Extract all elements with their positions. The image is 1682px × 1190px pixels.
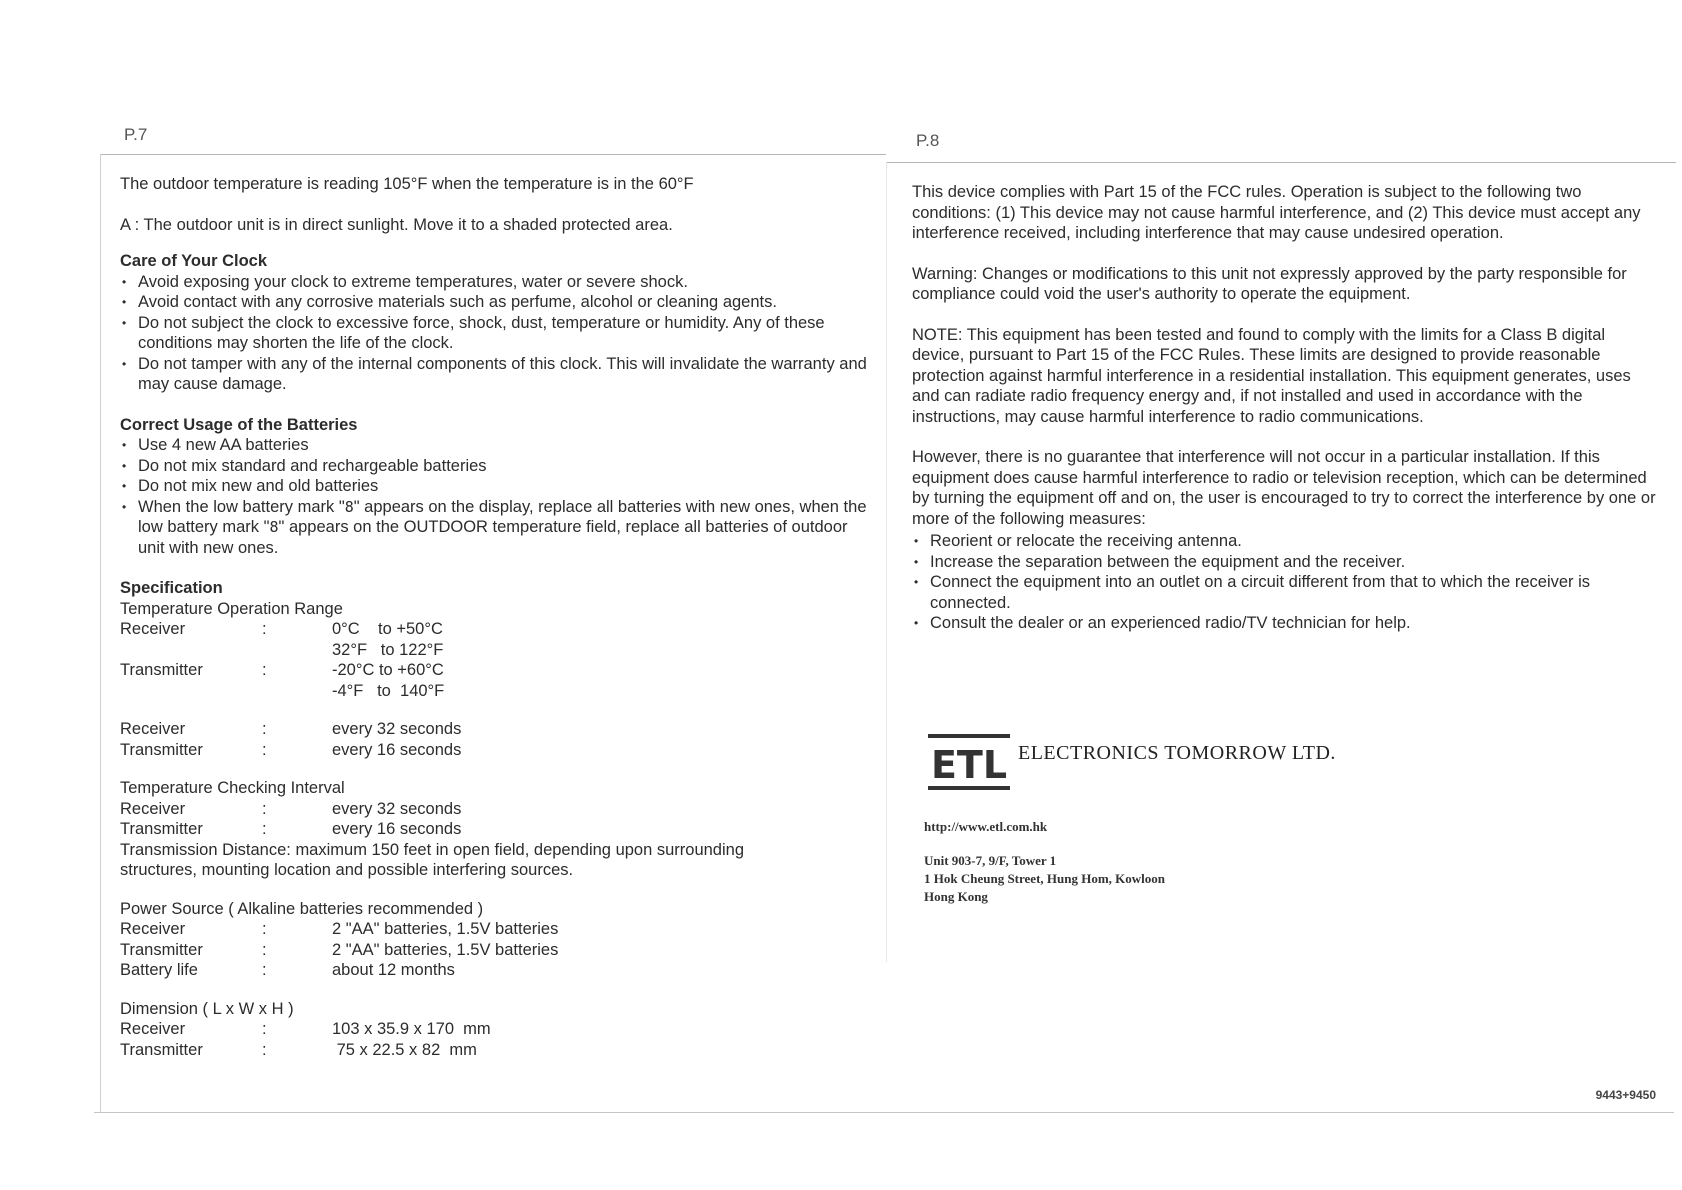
spec-value: 2 "AA" batteries, 1.5V batteries: [332, 940, 559, 959]
spec-key: Battery life: [120, 961, 198, 979]
page-number-left: P.7: [124, 125, 148, 144]
spec-key: Receiver: [120, 799, 186, 818]
care-item: • Do not tamper with any of the internal components of this clock. This will invalidate the warranty and may cause damage.: [120, 354, 872, 395]
care-item: • Do not subject the clock to excessive force, shock, dust, temperature or humidity. Any of these conditions may shorten the life of the clock.: [120, 313, 872, 354]
low-battery-icon: 8: [344, 497, 354, 516]
spec-value: every 16 seconds: [332, 740, 462, 759]
dimension-table: [120, 1019, 491, 1060]
battery-item-low-mark: [120, 497, 872, 559]
battery-item: • Do not mix new and old batteries: [120, 476, 872, 497]
fcc-compliance: This device complies with Part 15 of the FCC rules. Operation is subject to the following two conditions: (1) This device may not cause harmful interference, and (2) This device must accept any interference received, including interference that may cause undesired operation.: [912, 183, 1641, 242]
spec-colon: :: [262, 1040, 267, 1059]
company-address: [924, 852, 1165, 906]
fcc-however: However, there is no guarantee that interference will not occur in a particular installation. If this equipment does cause harmful interference to radio or television reception, which can be determined by turning the equipment off and on, the user is encouraged to try to correct the interference by one or more of the following measures:: [912, 448, 1656, 528]
power-source-table: [120, 919, 558, 981]
temp-range-label: Temperature Operation Range: [120, 599, 343, 618]
temp-range-table: [120, 619, 444, 701]
dimension-label: Dimension ( L x W x H ): [120, 999, 294, 1018]
spec-colon: :: [262, 661, 267, 679]
spec-key: Transmitter: [120, 1040, 203, 1059]
spec-colon: :: [262, 740, 267, 759]
measure-item: • Consult the dealer or an experienced radio/TV technician for help.: [912, 613, 1656, 634]
spec-value: -4°F to 140°F: [332, 681, 445, 700]
spec-value: every 32 seconds: [332, 799, 462, 818]
spec-colon: :: [262, 820, 267, 838]
right-page: [912, 182, 1656, 654]
company-brand: [928, 734, 1336, 790]
left-page: [120, 174, 872, 1060]
low-battery-icon: 8: [269, 518, 279, 536]
spec-key: Transmitter: [120, 661, 203, 679]
battery-item: • Use 4 new AA batteries: [120, 435, 872, 456]
low-battery-text-3: " appears on the OUTDOOR temperature field, replace all batteries of outdoor unit with new ones.: [138, 518, 848, 557]
care-item: • Avoid contact with any corrosive materials such as perfume, alcohol or cleaning agents.: [120, 292, 872, 313]
measure-item: • Reorient or relocate the receiving antenna.: [912, 531, 1656, 552]
svg-text:ETL: ETL: [930, 743, 1008, 787]
fcc-note: NOTE: This equipment has been tested and found to comply with the limits for a Class B digital device, pursuant to Part 15 of the FCC Rules. These limits are designed to provide reasonable protection against harmful interference in a residential installation. This equipment generates, uses and can radiate radio frequency energy and, if not installed and used in accordance with the instructions, may cause harmful interference to radio communications.: [912, 325, 1631, 426]
spec-key: Receiver: [120, 620, 186, 638]
spec-key: Transmitter: [120, 820, 203, 838]
low-battery-text-1: When the low battery mark ": [138, 497, 345, 516]
spec-key: Receiver: [120, 920, 186, 938]
update-interval-table: [120, 719, 461, 760]
check-interval-table: [120, 799, 461, 840]
spec-value: every 32 seconds: [332, 720, 462, 738]
specification-heading: Specification: [120, 579, 223, 597]
bottom-rule: [94, 1112, 1674, 1113]
etl-logo-icon: [928, 734, 1010, 790]
spec-value: about 12 months: [332, 961, 455, 979]
low-battery-text-2: " appears on the display, replace all batteries with new ones, when the low battery mark ": [138, 497, 867, 536]
troubleshoot-question: The outdoor temperature is reading 105°F when the temperature is in the 60°F: [120, 175, 694, 193]
troubleshoot-answer: A : The outdoor unit is in direct sunlight. Move it to a shaded protected area.: [120, 215, 673, 234]
spec-value: -20°C to +60°C: [332, 661, 444, 679]
right-page-top-rule: [886, 162, 1676, 163]
spec-value: 0°C to +50°C: [332, 620, 443, 638]
spec-colon: :: [262, 961, 267, 979]
batteries-list: [120, 435, 872, 558]
measure-item: • Connect the equipment into an outlet on a circuit different from that to which the receiver is connected.: [912, 572, 1656, 613]
spec-value: 75 x 22.5 x 82 mm: [332, 1040, 477, 1059]
batteries-heading: Correct Usage of the Batteries: [120, 415, 358, 434]
address-line: 1 Hok Cheung Street, Hung Hom, Kowloon: [924, 871, 1166, 886]
transmission-distance: Transmission Distance: maximum 150 feet in open field, depending upon surrounding structures, mounting location and possible interfering sources.: [120, 840, 744, 879]
measure-item: • Increase the separation between the equipment and the receiver.: [912, 552, 1656, 573]
battery-item: • Do not mix standard and rechargeable batteries: [120, 456, 872, 477]
fcc-warning: Warning: Changes or modifications to this unit not expressly approved by the party responsible for compliance could void the user's authority to operate the equipment.: [912, 264, 1627, 303]
spec-value: 32°F to 122°F: [332, 640, 444, 659]
check-interval-label: Temperature Checking Interval: [120, 779, 345, 797]
spec-colon: :: [262, 940, 267, 959]
model-code: 9443+9450: [1595, 1088, 1656, 1102]
spec-value: 2 "AA" batteries, 1.5V batteries: [332, 920, 559, 938]
spec-colon: :: [262, 920, 267, 938]
spec-key: Receiver: [120, 1020, 186, 1038]
care-item: • Avoid exposing your clock to extreme temperatures, water or severe shock.: [120, 272, 872, 293]
address-line: Hong Kong: [924, 889, 988, 904]
spec-colon: :: [262, 799, 267, 818]
spec-colon: :: [262, 720, 267, 738]
address-line: Unit 903-7, 9/F, Tower 1: [924, 853, 1057, 868]
care-list: [120, 272, 872, 395]
spec-key: Receiver: [120, 720, 186, 738]
page-fold: [886, 162, 887, 962]
spec-value: 103 x 35.9 x 170 mm: [332, 1020, 491, 1038]
spec-key: Transmitter: [120, 740, 203, 759]
spec-colon: :: [262, 1020, 267, 1038]
power-source-label: Power Source ( Alkaline batteries recommended ): [120, 899, 484, 918]
company-url: http://www.etl.com.hk: [924, 819, 1048, 834]
company-name: ELECTRONICS TOMORROW LTD.: [1018, 741, 1336, 764]
measures-list: [912, 531, 1656, 634]
spec-colon: :: [262, 620, 267, 638]
care-heading: Care of Your Clock: [120, 252, 268, 270]
page-number-right: P.8: [916, 131, 940, 150]
spec-key: Transmitter: [120, 940, 203, 959]
left-page-top-rule: [100, 154, 886, 155]
spec-value: every 16 seconds: [332, 820, 462, 838]
left-page-edge: [100, 154, 101, 1112]
